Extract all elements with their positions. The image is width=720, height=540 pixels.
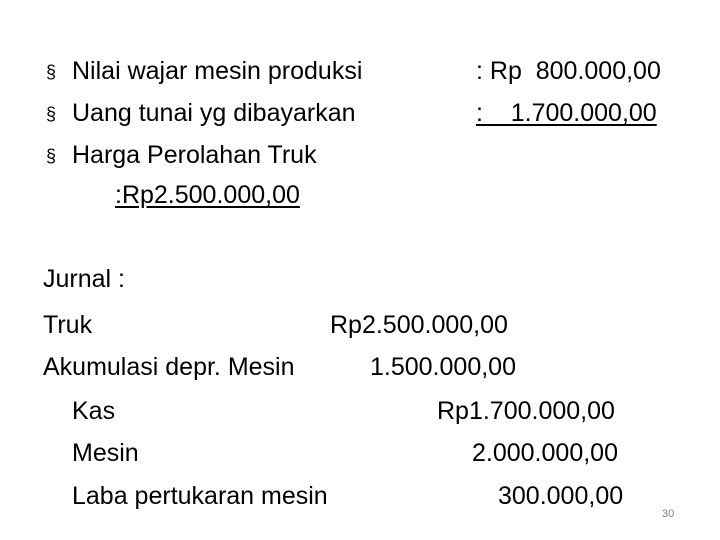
journal-credit-account: Laba pertukaran mesin <box>72 482 328 510</box>
page-number: 30 <box>662 508 675 520</box>
bullet-value-fair-value: : Rp 800.000,00 <box>476 57 661 85</box>
bullet-marker: § <box>46 104 57 124</box>
bullet-label-fair-value: Nilai wajar mesin produksi <box>72 57 363 85</box>
bullet-label-truck-cost: Harga Perolahan Truk <box>72 141 317 169</box>
journal-credit-account: Kas <box>72 397 116 425</box>
journal-debit-account: Akumulasi depr. Mesin <box>43 353 295 381</box>
journal-debit-amount: 1.500.000,00 <box>370 353 516 381</box>
journal-credit-amount: 2.000.000,00 <box>472 439 618 467</box>
journal-credit-amount: Rp1.700.000,00 <box>437 397 615 425</box>
journal-debit-account: Truk <box>43 311 93 339</box>
journal-debit-amount: Rp2.500.000,00 <box>330 311 508 339</box>
bullet-value-cash-paid: : 1.700.000,00 <box>476 99 657 127</box>
journal-heading: Jurnal : <box>43 265 125 293</box>
journal-credit-amount: 300.000,00 <box>498 482 624 510</box>
bullet-label-cash-paid: Uang tunai yg dibayarkan <box>72 99 356 127</box>
journal-credit-account: Mesin <box>72 439 139 467</box>
bullet-marker: § <box>46 146 57 166</box>
bullet-value-truck-cost: :Rp2.500.000,00 <box>115 181 300 209</box>
bullet-marker: § <box>46 62 57 82</box>
